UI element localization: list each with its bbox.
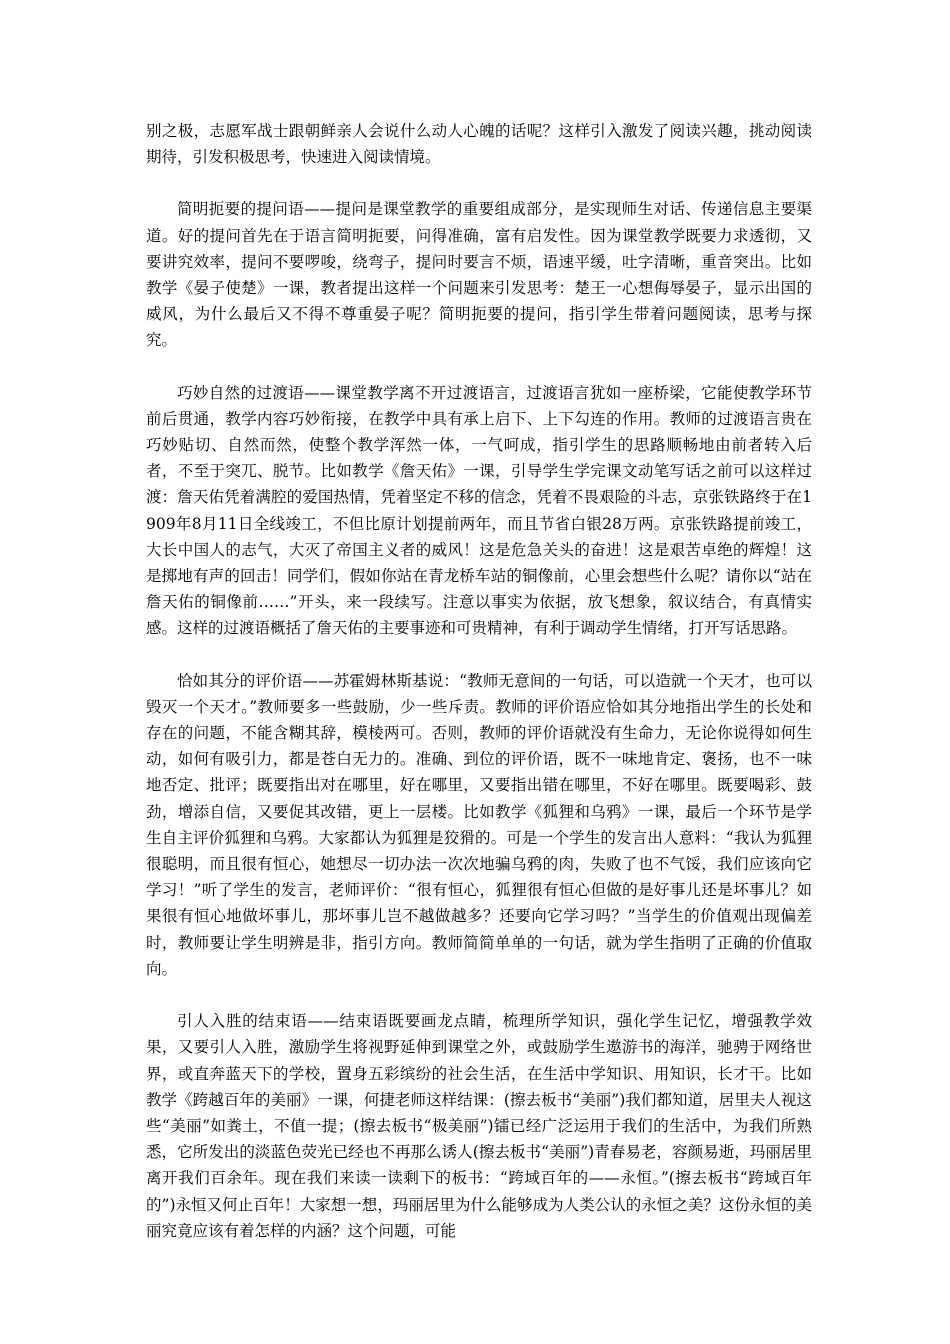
paragraph-gap [146, 170, 812, 196]
paragraph-gap [146, 354, 812, 380]
paragraph-gap [146, 642, 812, 668]
paragraph-questioning: 简明扼要的提问语——提问是课堂教学的重要组成部分，是实现师生对话、传递信息主要渠道。好的提问首先在于语言简明扼要，问得准确，富有启发性。因为课堂教学既要力求透彻，又要讲究效率，提问不要啰唆，绕弯子，提问时要言不烦，语速平缓，吐字清晰，重音突出。比如教学《晏子使楚》一课，教者提出这样一个问题来引发思考：楚王一心想侮辱晏子，显示出国的威风，为什么最后又不得不尊重晏子呢？简明扼要的提问，指引学生带着问题阅读，思考与探究。 [146, 200, 812, 350]
paragraph-intro-continuation: 别之极，志愿军战士跟朝鲜亲人会说什么动人心魄的话呢？这样引入激发了阅读兴趣，挑动阅读期待，引发积极思考，快速进入阅读情境。 [146, 122, 812, 167]
paragraph-conclusion: 引人入胜的结束语——结束语既要画龙点睛，梳理所学知识，强化学生记忆，增强教学效果，又要引人入胜，激励学生将视野延伸到课堂之外，或鼓励学生遨游书的海洋，驰骋于网络世界，或直奔蓝天下的学校，置身五彩缤纷的社会生活，在生活中学知识、用知识，长才干。比如教学《跨越百年的美丽》一课，何捷老师这样结课：(擦去板书“美丽”)我们都知道，居里夫人视这些“美丽”如粪土，不值一提；(擦去板书“极美丽”)镭已经广泛运用于我们的生活中，为我们所熟悉，它所发出的淡蓝色荧光已经也不再那么诱人(擦去板书“美丽”)青春易老，容颜易逝，玛丽居里离开我们百余年。现在我们来读一读剩下的板书：“跨域百年的——永恒。”(擦去板书“跨域百年的”)永恒又何止百年！大家想一想，玛丽居里为什么能够成为人类公认的永恒之美？这份永恒的美丽究竟应该有着怎样的内涵？这个问题，可能 [146, 1012, 812, 1240]
document-page [146, 118, 812, 1244]
paragraph-evaluation: 恰如其分的评价语——苏霍姆林斯基说：“教师无意间的一句话，可以造就一个天才，也可以毁灭一个天才。”教师要多一些鼓励，少一些斥责。教师的评价语应恰如其分地指出学生的长处和存在的问题，不能含糊其辞，模棱两可。否则，教师的评价语就没有生命力，无论你说得如何生动，如何有吸引力，都是苍白无力的。准确、到位的评价语，既不一味地肯定、褒扬，也不一味地否定、批评；既要指出对在哪里，好在哪里，又要指出错在哪里，不好在哪里。既要喝彩、鼓劲，增添自信，又要促其改错，更上一层楼。比如教学《狐狸和乌鸦》一课，最后一个环节是学生自主评价狐狸和乌鸦。大家都认为狐狸是狡猾的。可是一个学生的发言出人意料：“我认为狐狸很聪明，而且很有恒心，她想尽一切办法一次次地骗乌鸦的肉，失败了也不气馁，我们应该向它学习！”听了学生的发言，老师评价：“很有恒心，狐狸很有恒心但做的是好事儿还是坏事儿？如果很有恒心地做坏事儿，那坏事儿岂不越做越多？还要向它学习吗？”当学生的价值观出现偏差时，教师要让学生明辨是非，指引方向。教师简简单单的一句话，就为学生指明了正确的价值取向。 [146, 671, 812, 978]
paragraph-transition: 巧妙自然的过渡语——课堂教学离不开过渡语言，过渡语言犹如一座桥梁，它能使教学环节前后贯通，教学内容巧妙衔接，在教学中具有承上启下、上下勾连的作用。教师的过渡语言贵在巧妙贴切、自然而然，使整个教学浑然一体，一气呵成，指引学生的思路顺畅地由前者转入后者，不至于突兀、脱节。比如教学《詹天佑》一课，引导学生学完课文动笔写话之前可以这样过渡：詹天佑凭着满腔的爱国热情，凭着坚定不移的信念，凭着不畏艰险的斗志，京张铁路终于在1909年8月11日全线竣工，不但比原计划提前两年，而且节省白银28万两。京张铁路提前竣工，大长中国人的志气，大灭了帝国主义者的威风！这是危急关头的奋进！这是艰苦卓绝的辉煌！这是掷地有声的回击！同学们，假如你站在青龙桥车站的铜像前，心里会想些什么呢？请你以“站在詹天佑的铜像前……”开头，来一段续写。注意以事实为依据，放飞想象，叙议结合，有真情实感。这样的过渡语概括了詹天佑的主要事迹和可贵精神，有利于调动学生情绪，打开写话思路。 [146, 383, 812, 638]
paragraph-gap [146, 982, 812, 1008]
